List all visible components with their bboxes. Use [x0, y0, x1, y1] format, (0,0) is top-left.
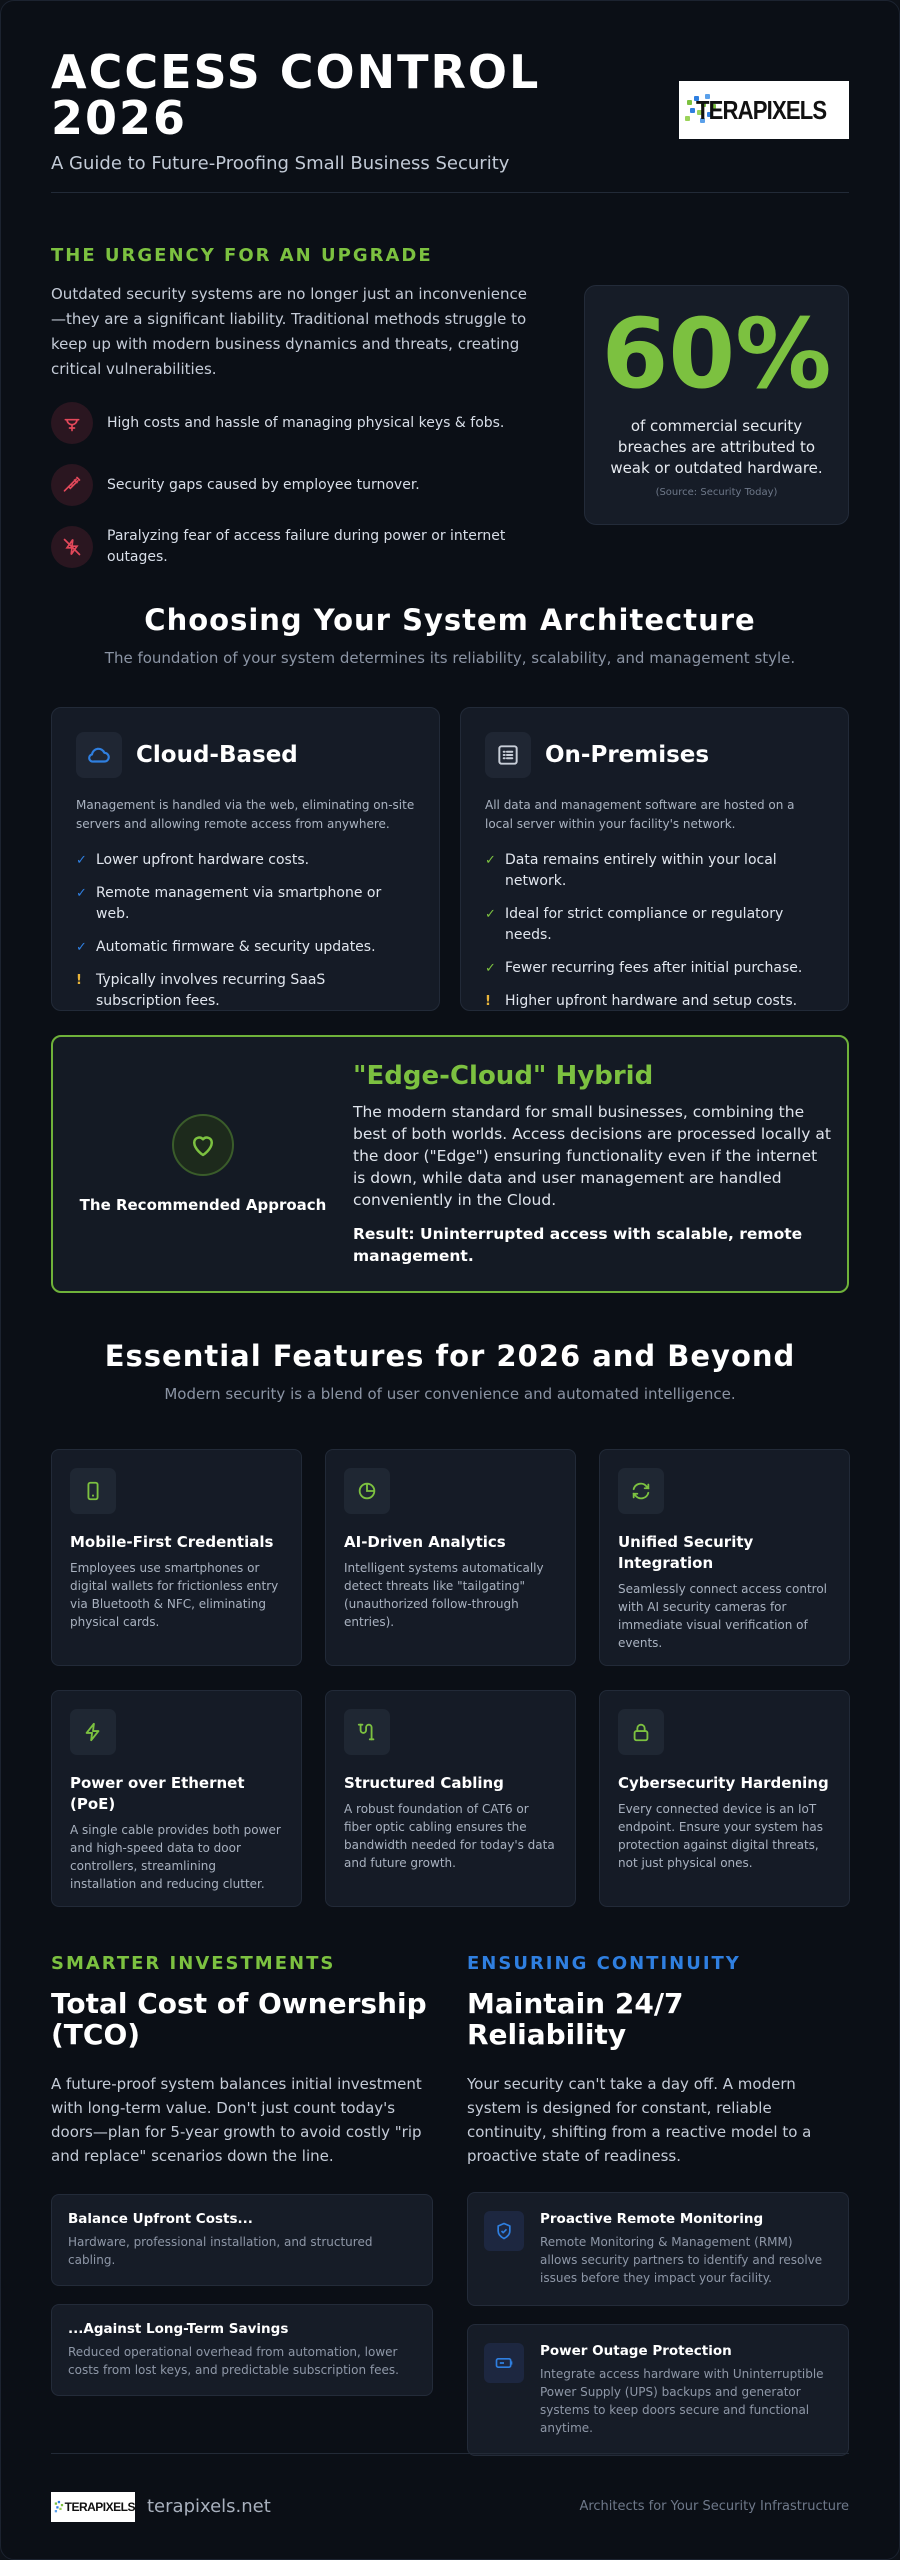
on-premises-card [460, 707, 849, 1011]
mini-card-description: Hardware, professional installation, and structured cabling. [68, 2235, 373, 2267]
page-subtitle: A Guide to Future-Proofing Small Business Security [51, 153, 510, 174]
features-title: Essential Features for 2026 and Beyond [104, 1339, 796, 1373]
warning-icon: ! [76, 973, 82, 988]
check-icon: ✓ [485, 853, 496, 868]
list-item [76, 850, 415, 871]
terapixels-logo[interactable] [679, 81, 849, 139]
syringe-icon [51, 464, 93, 506]
feature-description: Employees use smartphones or digital wallets for frictionless entry via Bluetooth & NFC, eliminating physical cards. [70, 1561, 279, 1629]
power-off-icon [51, 526, 93, 568]
hybrid-text: The modern standard for small businesses, combining the best of both worlds. Access decisions are processed locally at the door ("Edge") ensuring functionality even if the internet is down, while data and user management are handled conveniently in the Cloud. [353, 1103, 831, 1209]
logo-wordmark: TERAPIXELS [695, 94, 827, 125]
feature-card [599, 1690, 850, 1907]
architecture-header [51, 603, 849, 667]
check-icon: ✓ [485, 907, 496, 922]
shield-check-icon [484, 2211, 524, 2251]
footer-logo-wordmark: TERAPIXELS [64, 2499, 135, 2514]
recommended-label: The Recommended Approach [79, 1196, 327, 1214]
pros-cons-list [485, 850, 824, 1012]
reliability-text: Your security can't take a day off. A modern system is designed for constant, reliable continuity, shifting from a reactive model to a proactive state of readiness. [467, 2075, 812, 2165]
feature-description: Intelligent systems automatically detect threats like "tailgating" (unauthorized follow-through entries). [344, 1561, 544, 1629]
list-item [485, 958, 824, 979]
sync-icon [618, 1468, 664, 1514]
card-title: On-Premises [545, 742, 710, 768]
feature-title: AI-Driven Analytics [344, 1533, 506, 1551]
reliability-title: Maintain 24/7 Reliability [467, 1987, 684, 2051]
list-item-text: Higher upfront hardware and setup costs. [505, 993, 798, 1009]
urgency-item-text: Security gaps caused by employee turnover. [107, 476, 420, 493]
list-item-text: Automatic firmware & security updates. [96, 939, 376, 955]
smartphone-icon [70, 1468, 116, 1514]
features-subtitle: Modern security is a blend of user convenience and automated intelligence. [164, 1385, 736, 1403]
footer-tagline: Architects for Your Security Infrastructure [579, 2499, 849, 2514]
rel-card-body [540, 2211, 832, 2287]
footer-url-link[interactable]: terapixels.net [147, 2496, 271, 2517]
stat-number: 60% [601, 298, 832, 410]
lightning-icon [70, 1709, 116, 1755]
rel-card-body [540, 2343, 832, 2437]
features-header [51, 1339, 849, 1403]
server-icon [485, 732, 531, 778]
architecture-title: Choosing Your System Architecture [144, 603, 756, 637]
tco-title: Total Cost of Ownership (TCO) [51, 1987, 427, 2051]
long-term-savings-card [51, 2304, 433, 2396]
feature-card [599, 1449, 850, 1666]
header [51, 1, 849, 193]
feature-description: Seamlessly connect access control with AI security cameras for immediate visual verification of events. [618, 1582, 828, 1650]
cloud-icon [76, 732, 122, 778]
feature-card [51, 1690, 302, 1907]
architecture-subtitle: The foundation of your system determines its reliability, scalability, and management style. [104, 649, 796, 667]
list-item [76, 970, 415, 1012]
reliability-kicker: ENSURING CONTINUITY [467, 1953, 741, 1974]
feature-title: Unified Security Integration [618, 1533, 754, 1572]
urgency-item-text: Paralyzing fear of access failure during power or internet outages. [107, 528, 506, 565]
pros-cons-list [76, 850, 415, 1012]
upfront-costs-card [51, 2194, 433, 2286]
urgency-item [51, 402, 541, 444]
card-title: Cloud-Based [136, 742, 298, 768]
hybrid-card [51, 1035, 849, 1293]
cloud-based-card [51, 707, 440, 1011]
list-item-text: Ideal for strict compliance or regulatory needs. [505, 906, 784, 943]
urgency-section [51, 193, 849, 603]
urgency-item [51, 464, 541, 506]
architecture-cards [51, 707, 849, 1011]
hybrid-content [353, 1061, 833, 1267]
battery-icon [484, 2343, 524, 2383]
check-icon: ✓ [76, 940, 87, 955]
list-item-text: Data remains entirely within your local network. [505, 852, 777, 889]
logo-mosaic-icon [685, 90, 696, 130]
page-title: ACCESS CONTROL 2026 [51, 45, 541, 145]
mini-card-title: Balance Upfront Costs... [68, 2211, 253, 2227]
rel-card-description: Remote Monitoring & Management (RMM) allows security partners to identify and resolve issues before they impact your facility. [540, 2235, 823, 2285]
footer [51, 2453, 849, 2559]
tco-column [51, 1953, 433, 2456]
mini-card-description: Reduced operational overhead from automation, lower costs from lost keys, and predictable subscription fees. [68, 2345, 399, 2377]
stat-card [584, 285, 849, 525]
key-icon [51, 402, 93, 444]
footer-brand [51, 2492, 271, 2522]
heart-icon [172, 1114, 234, 1176]
card-title-row [485, 732, 824, 778]
logo-mosaic-icon [54, 2497, 65, 2517]
feature-title: Power over Ethernet (PoE) [70, 1774, 245, 1813]
power-outage-card [467, 2324, 849, 2456]
list-item [485, 904, 824, 946]
list-item [485, 850, 824, 892]
footer-logo[interactable] [51, 2492, 135, 2522]
feature-description: A single cable provides both power and high-speed data to door controllers, streamlining installation and reducing clutter. [70, 1823, 281, 1891]
stat-label: of commercial security breaches are attributed to weak or outdated hardware. [610, 417, 823, 477]
urgency-list [51, 402, 541, 568]
reliability-column [467, 1953, 849, 2456]
list-item-text: Remote management via smartphone or web. [96, 885, 382, 922]
hybrid-badge [53, 1114, 353, 1214]
check-icon: ✓ [76, 886, 87, 901]
card-description: Management is handled via the web, eliminating on-site servers and allowing remote access from anywhere. [76, 798, 415, 831]
hybrid-result: Result: Uninterrupted access with scalable, remote management. [353, 1225, 803, 1265]
feature-card [325, 1690, 576, 1907]
check-icon: ✓ [485, 961, 496, 976]
tco-text: A future-proof system balances initial investment with long-term value. Don't just count today's doors—plan for 5-year growth to avoid costly "rip and replace" scenarios down the line. [51, 2075, 422, 2165]
check-icon: ✓ [76, 853, 87, 868]
card-description: All data and management software are hosted on a local server within your facility's network. [485, 798, 795, 831]
remote-monitoring-card [467, 2192, 849, 2306]
rel-card-title: Proactive Remote Monitoring [540, 2211, 764, 2227]
list-item-text: Typically involves recurring SaaS subscription fees. [96, 972, 326, 1009]
urgency-item [51, 526, 541, 568]
mini-card-title: ...Against Long-Term Savings [68, 2321, 289, 2337]
feature-card [51, 1449, 302, 1666]
pie-chart-icon [344, 1468, 390, 1514]
list-item-text: Lower upfront hardware costs. [96, 852, 310, 868]
card-title-row [76, 732, 415, 778]
hybrid-title: "Edge-Cloud" Hybrid [353, 1061, 654, 1091]
rel-card-description: Integrate access hardware with Uninterruptible Power Supply (UPS) backups and generator systems to keep doors secure and functional anytime. [540, 2367, 824, 2435]
list-item [485, 991, 824, 1012]
investment-reliability-section [51, 1953, 849, 2456]
warning-icon: ! [485, 994, 491, 1009]
urgency-text: Outdated security systems are no longer just an inconvenience—they are a significant liability. Traditional methods struggle to keep up with modern business dynamics and threats, creating critical vulnerabilities. [51, 285, 527, 378]
feature-title: Mobile-First Credentials [70, 1533, 274, 1551]
lock-icon [618, 1709, 664, 1755]
list-item [76, 937, 415, 958]
feature-card [325, 1449, 576, 1666]
urgency-item-text: High costs and hassle of managing physical keys & fobs. [107, 414, 505, 431]
feature-description: A robust foundation of CAT6 or fiber optic cabling ensures the bandwidth needed for today's data and future growth. [344, 1802, 555, 1870]
features-grid [51, 1449, 849, 1907]
tco-kicker: SMARTER INVESTMENTS [51, 1953, 336, 1974]
list-item-text: Fewer recurring fees after initial purchase. [505, 960, 803, 976]
feature-description: Every connected device is an IoT endpoint. Ensure your system has protection against digital threats, not just physical ones. [618, 1802, 823, 1870]
rel-card-title: Power Outage Protection [540, 2343, 732, 2359]
stat-source: (Source: Security Today) [655, 487, 778, 498]
list-item [76, 883, 415, 925]
feature-title: Structured Cabling [344, 1774, 504, 1792]
cable-icon [344, 1709, 390, 1755]
feature-title: Cybersecurity Hardening [618, 1774, 829, 1792]
urgency-kicker: THE URGENCY FOR AN UPGRADE [51, 245, 433, 266]
